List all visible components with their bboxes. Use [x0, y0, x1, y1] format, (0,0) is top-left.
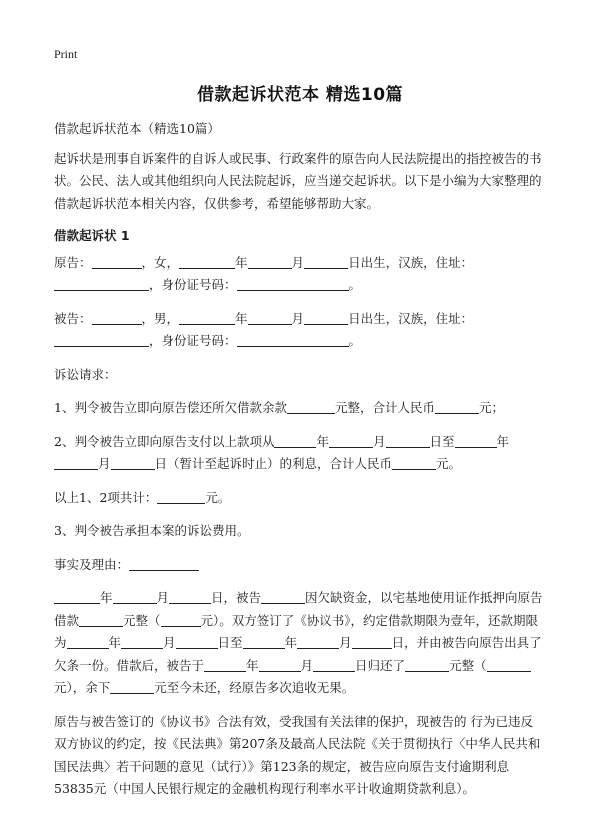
blank-line [248, 254, 292, 269]
blank-line [54, 589, 100, 604]
blank-line [405, 657, 449, 672]
blank-line [287, 399, 335, 414]
text-segment: 年 [246, 657, 259, 673]
blank-line [386, 433, 430, 448]
doc-subtitle: 借款起诉状范本（精选10篇） [54, 121, 220, 136]
text-segment: 月 [300, 657, 314, 673]
closing-paragraph: 原告与被告签订的《协议书》合法有效，受我国有关法律的保护，现被告的 行为已违反双方协议的约定，按《民法典》第207条及最高人民法院《关于贯彻执行〈中华人民共和国民法典〉若干问题的意见（试行）》第123条的规定，被告应向原告支付逾期利息53835元（中国人民银行规定的金融机构现行利率水平计收逾期贷款利息）。 [54, 713, 541, 796]
blank-line [248, 310, 292, 325]
blank-line [54, 276, 149, 291]
blank-line [392, 455, 436, 470]
text-segment: 年 [108, 635, 122, 650]
plaintiff-paragraph [54, 252, 544, 297]
text-segment: 元。 [436, 456, 462, 471]
blank-line [455, 433, 497, 448]
text-segment: 元至今未还，经原告多次追收无果。 [154, 680, 355, 695]
blank-line [261, 589, 305, 604]
claim-3: 3、判令被告承担本案的诉讼费用。 [54, 523, 250, 538]
blank-line [79, 612, 123, 627]
text-segment: 月 [291, 310, 305, 326]
text-segment: ，身份证号码： [149, 277, 237, 292]
text-segment: 元整（ [123, 612, 161, 628]
total-line [54, 487, 544, 510]
blank-line [111, 455, 155, 470]
text-segment: ，女， [141, 254, 180, 270]
text-segment: 年 [284, 635, 298, 650]
text-segment: 1、判令被告立即向原告偿还所欠借款余款 [54, 400, 287, 415]
text-segment: 月 [98, 456, 111, 471]
blank-line [352, 634, 392, 649]
blank-line [313, 657, 355, 672]
blank-line [179, 310, 235, 325]
blank-line [121, 634, 163, 649]
text-segment: 元整，合计人民币 [334, 400, 435, 415]
blank-line [304, 254, 348, 269]
text-segment: 年 [100, 590, 113, 605]
blank-line [92, 254, 142, 269]
blank-line [435, 399, 479, 414]
intro-paragraph: 起诉状是刑事自诉案件的自诉人或民事、行政案件的原告向人民法院提出的指控被告的书状。公民、法人或其他组织向人民法院起诉，应当递交起诉状。以下是小编为大家整理的借款起诉状范本相关内容，仅供参考，希望能够帮助大家。 [54, 150, 542, 211]
text-segment: 日至 [217, 635, 243, 650]
blank-line [176, 634, 218, 649]
text-segment: 月 [156, 590, 170, 605]
text-segment: 年 [235, 310, 248, 326]
text-segment: 日出生，汉族，住址： [348, 254, 474, 270]
text-segment: 元整（ [449, 657, 487, 673]
facts-label: 事实及理由： [54, 556, 130, 572]
print-link[interactable]: Print [54, 47, 78, 61]
text-segment: 日（暂计至起诉时止）的利息，合计人民币 [154, 456, 393, 471]
text-segment: 月 [291, 254, 305, 270]
text-segment: 年 [235, 254, 248, 270]
text-segment: 因欠缺资金，以宅基地使用证作抵押向原告借款 [54, 590, 543, 628]
blank-line [54, 332, 149, 347]
page-title: 借款起诉状范本 精选10篇 [196, 85, 404, 105]
facts-label-line [54, 554, 544, 577]
blank-line [274, 433, 316, 448]
blank-line [169, 589, 211, 604]
text-segment: 月 [372, 433, 386, 449]
claims-heading: 诉讼请求： [54, 366, 117, 382]
blank-line [161, 612, 201, 627]
text-segment: 月 [339, 635, 352, 650]
blank-line [110, 679, 154, 694]
blank-line [237, 332, 349, 347]
text-segment: 日出生，汉族，住址： [348, 310, 474, 326]
text-segment: 月 [163, 635, 176, 650]
text-segment: 日归还了 [355, 657, 406, 673]
blank-line [237, 276, 349, 291]
blank-line [297, 634, 339, 649]
text-segment: 年 [496, 433, 510, 449]
blank-line [304, 310, 348, 325]
defendant-paragraph [54, 308, 544, 353]
text-segment: 被告： [54, 310, 92, 326]
text-segment: 日至 [429, 433, 455, 449]
text-segment: ，男， [141, 310, 180, 326]
blank-line [243, 634, 285, 649]
facts-paragraph [54, 587, 544, 700]
text-segment: 日，并由被告向原告出具了欠条一份。借款后，被告于 [54, 635, 542, 673]
text-segment: 元），余下 [54, 680, 111, 695]
blank-line [92, 310, 142, 325]
claim-1 [54, 397, 544, 420]
text-segment: 日，被告 [211, 590, 262, 605]
section-heading: 借款起诉状 1 [54, 228, 130, 243]
text-segment: 元。 [205, 489, 231, 505]
blank-line [179, 254, 235, 269]
blank-line [129, 556, 199, 571]
claim-2 [54, 431, 544, 476]
blank-line [113, 589, 157, 604]
text-segment: 年 [316, 433, 329, 449]
text-segment: 元； [478, 400, 504, 415]
text-segment: 2、判令被告立即向原告支付以上款项从 [54, 433, 275, 449]
text-segment: 。 [348, 333, 362, 348]
text-segment: ，身份证号码： [149, 333, 237, 348]
blank-line [259, 657, 301, 672]
blank-line [157, 489, 205, 504]
text-segment: 。 [348, 277, 362, 292]
text-segment: 原告： [54, 254, 92, 270]
blank-line [487, 657, 531, 672]
blank-line [329, 433, 373, 448]
text-segment: 元）。双方签订了《协议书》，约定借款期限为壹年，还款期限为 [54, 612, 539, 650]
blank-line [67, 634, 109, 649]
blank-line [54, 455, 98, 470]
document-body [54, 118, 544, 801]
blank-line [204, 657, 246, 672]
text-segment: 以上1、2项共计： [54, 489, 158, 505]
